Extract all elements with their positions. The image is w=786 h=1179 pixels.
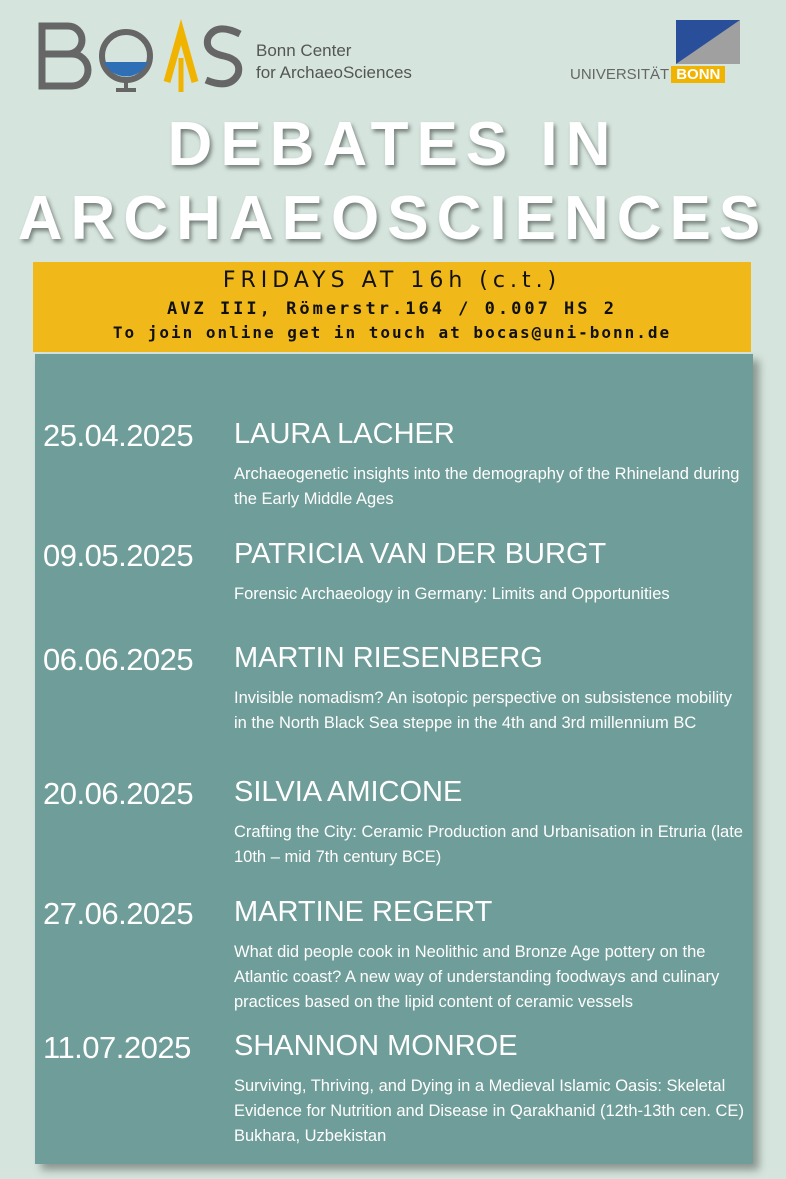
university-label: UNIVERSITÄT bbox=[570, 66, 670, 83]
event-date: 25.04.2025 bbox=[43, 418, 194, 453]
event-talk: What did people cook in Neolithic and Bronze Age pottery on the Atlantic coast? A new way of understanding foodways and culinary practices based on the lipid content of ceramic vessels bbox=[234, 943, 720, 1011]
org-name-line2: for ArchaeoSciences bbox=[256, 63, 412, 82]
event-talk: Forensic Archaeology in Germany: Limits and Opportunities bbox=[234, 585, 670, 603]
title-line2: ARCHAEOSCIENCES bbox=[17, 184, 769, 253]
banner-contact: To join online get in touch at bocas@uni-bonn.de bbox=[112, 323, 672, 342]
university-logo bbox=[570, 20, 742, 86]
event-talk: Crafting the City: Ceramic Production and Urbanisation in Etruria (late 10th – mid 7th century BCE) bbox=[234, 823, 743, 866]
title-line1: DEBATES IN bbox=[167, 110, 619, 179]
org-name-line1: Bonn Center bbox=[256, 41, 352, 60]
event-talk: Archaeogenetic insights into the demography of the Rhineland during the Early Middle Ages bbox=[234, 465, 740, 508]
university-wordmark bbox=[570, 66, 725, 83]
event-talk: Invisible nomadism? An isotopic perspective on subsistence mobility in the North Black Sea steppe in the 4th and 3rd millennium BC bbox=[234, 689, 732, 732]
university-emblem-icon bbox=[676, 20, 740, 64]
event-speaker: SHANNON MONROE bbox=[234, 1030, 518, 1062]
schedule-banner bbox=[33, 262, 751, 352]
bcas-logo bbox=[36, 18, 246, 93]
org-name bbox=[256, 40, 412, 84]
university-bonn: BONN bbox=[671, 66, 725, 83]
banner-location: AVZ III, Römerstr.164 / 0.007 HS 2 bbox=[167, 299, 617, 319]
event-date: 11.07.2025 bbox=[43, 1030, 191, 1065]
event-date: 27.06.2025 bbox=[43, 896, 194, 931]
page-title bbox=[0, 108, 786, 256]
event-talk: Surviving, Thriving, and Dying in a Medieval Islamic Oasis: Skeletal Evidence for Nutrition and Disease in Qarakhanid (12th-13th cen. CE) Bukhara, Uzbekistan bbox=[234, 1077, 744, 1145]
event-speaker: MARTINE REGERT bbox=[234, 896, 493, 928]
header bbox=[0, 0, 786, 110]
event-speaker: MARTIN RIESENBERG bbox=[234, 642, 543, 674]
events-panel bbox=[35, 354, 753, 1164]
event-speaker: SILVIA AMICONE bbox=[234, 776, 463, 808]
event-speaker: LAURA LACHER bbox=[234, 418, 455, 450]
event-date: 06.06.2025 bbox=[43, 642, 194, 677]
event-speaker: PATRICIA VAN DER BURGT bbox=[234, 538, 607, 570]
event-date: 20.06.2025 bbox=[43, 776, 194, 811]
banner-time: FRIDAYS AT 16h (c.t.) bbox=[222, 268, 562, 293]
event-date: 09.05.2025 bbox=[43, 538, 194, 573]
